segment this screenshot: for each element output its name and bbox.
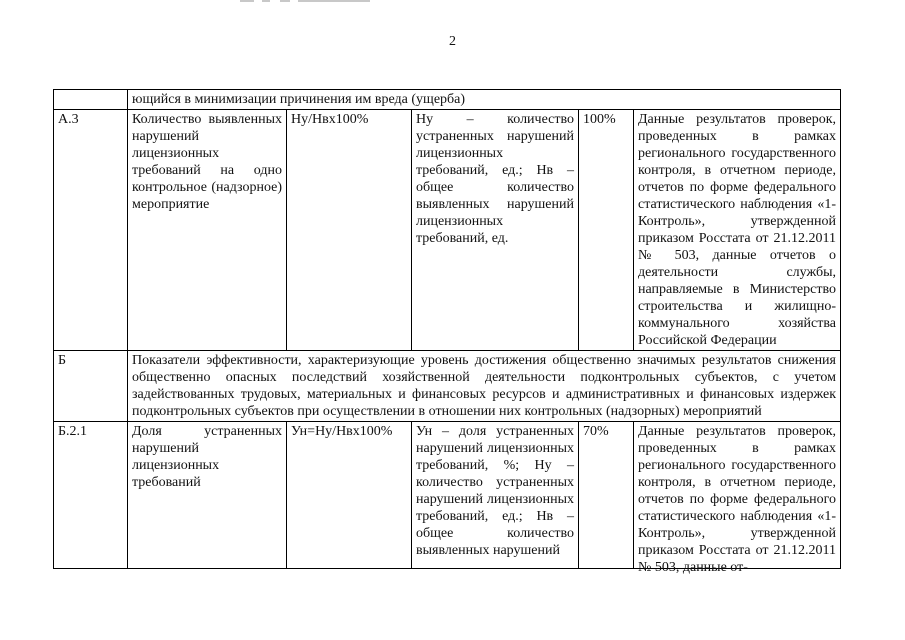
table-row — [54, 90, 841, 110]
indicator-code: А.3 — [54, 110, 128, 351]
continuation-text: ющийся в минимизации причинения им вреда (ущерба) — [128, 90, 841, 110]
table-row — [54, 422, 841, 569]
indicator-source: Данные результатов проверок, проведенных в рамках регионального государственного контроля, в отчетном периоде, отчетов по форме федерального статистического наблюдения «1-Контроль», утвержденной приказом Росстата от 21.12.2011 № 503, данные отчетов о деятельности службы, направляемые в Министерство строительства и жилищно-коммунального хозяйства Российской Федерации — [634, 110, 841, 351]
indicator-target: 70% — [579, 422, 634, 569]
indicator-definition — [412, 422, 579, 569]
table-row — [54, 110, 841, 351]
indicator-source-text: Данные результатов проверок, проведенных в рамках регионального государственного контроля, в отчетном периоде, отчетов по форме федерального статистического наблюдения «1-Контроль», утвержденной приказом Росстата от 21.12.2011 № 503, данные от- — [638, 424, 836, 575]
indicator-formula: Ун=Ну/Нвх100% — [287, 422, 412, 569]
section-code: Б — [54, 351, 128, 422]
scan-header-artifact — [240, 0, 370, 3]
indicators-table — [53, 89, 841, 575]
indicator-definition-text: Ун – доля устраненных нарушений лицензионных требований, %; Ну – количество устраненных нарушений лицензионных требований, ед.; Нв – общее количество выявленных нарушений — [416, 424, 574, 558]
page-number: 2 — [449, 34, 456, 49]
section-text: Показатели эффективности, характеризующие уровень достижения общественно значимых результатов снижения общественно опасных последствий хозяйственной деятельности подконтрольных субъектов, с учетом задействованных трудовых, материальных и финансовых ресурсов и административных и финансовых издержек подконтрольных субъектов при осуществлении в отношении них контрольных (надзорных) мероприятий — [128, 351, 841, 422]
indicator-definition: Ну – количество устраненных нарушений лицензионных требований, ед.; Нв – общее количество выявленных нарушений лицензионных требований, ед. — [412, 110, 579, 351]
indicator-name: Доля устраненных нарушений лицензионных требований — [128, 422, 287, 569]
indicator-name: Количество выявленных нарушений лицензионных требований на одно контрольное (надзорное) мероприятие — [128, 110, 287, 351]
indicator-code: Б.2.1 — [54, 422, 128, 569]
table-row — [54, 351, 841, 422]
indicator-source — [634, 422, 841, 575]
table-cell — [54, 90, 128, 110]
indicator-formula: Ну/Нвх100% — [287, 110, 412, 351]
indicator-target: 100% — [579, 110, 634, 351]
